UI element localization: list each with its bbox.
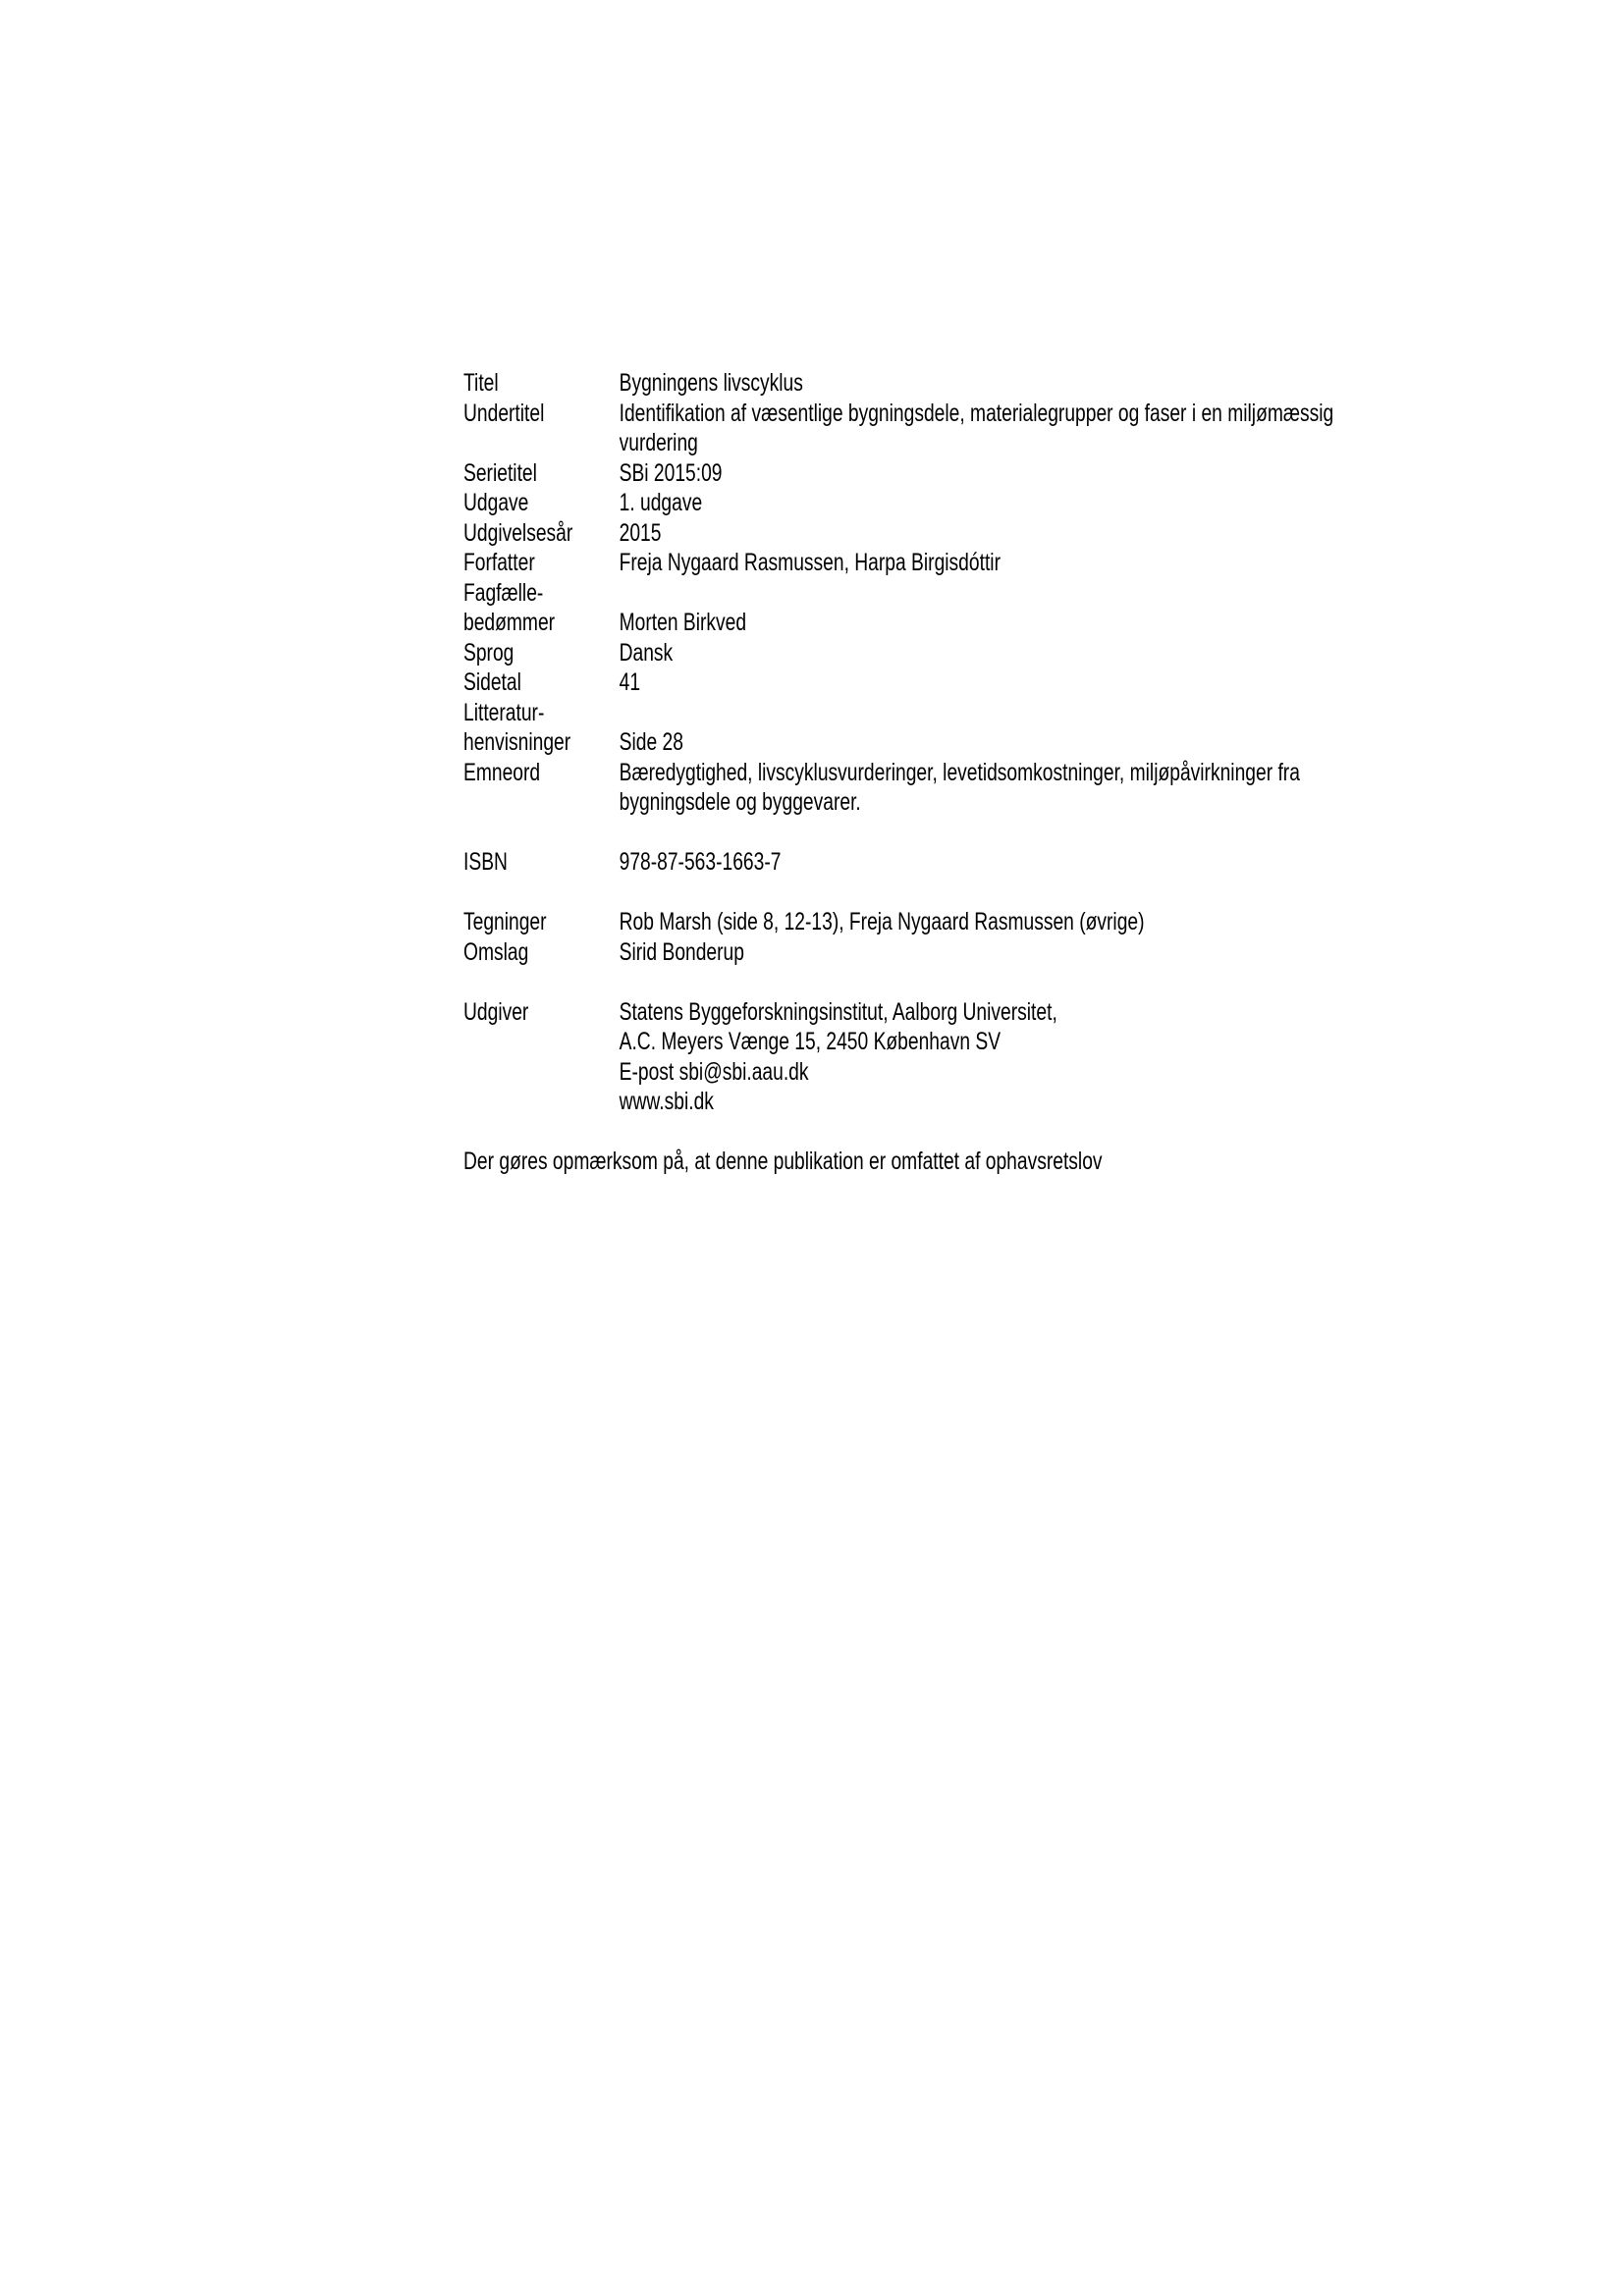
colophon-row xyxy=(463,937,1597,968)
colophon-row xyxy=(463,727,1597,758)
field-label xyxy=(463,1117,620,1148)
field-label: Undertitel xyxy=(463,399,545,427)
field-value: vurdering xyxy=(619,429,698,456)
field-label: Forfatter xyxy=(463,549,535,576)
field-label: ISBN xyxy=(463,848,508,876)
colophon-row xyxy=(463,1117,1597,1148)
field-value: Sirid Bonderup xyxy=(619,937,744,966)
colophon-row xyxy=(463,638,1597,668)
field-value: SBi 2015:09 xyxy=(619,458,723,487)
field-value: 978-87-563-1663-7 xyxy=(619,848,782,876)
field-label xyxy=(463,787,620,818)
colophon-row xyxy=(463,667,1597,698)
field-value: E-post sbi@sbi.aau.dk xyxy=(619,1057,809,1086)
field-value: www.sbi.dk xyxy=(619,1088,714,1115)
colophon-row xyxy=(463,518,1597,549)
field-value: Rob Marsh (side 8, 12-13), Freja Nygaard Rasmussen (øvrige) xyxy=(619,908,1145,935)
field-value: Dansk xyxy=(619,638,674,667)
colophon-row xyxy=(463,698,1597,728)
field-value: Identifikation af væsentlige bygningsdele, materialegrupper og faser i en miljømæssig xyxy=(619,399,1334,427)
colophon-row xyxy=(463,967,1597,997)
field-value: 1. udgave xyxy=(619,489,703,516)
field-label xyxy=(463,878,620,908)
field-label xyxy=(463,1027,620,1057)
field-value: Morten Birkved xyxy=(619,609,747,636)
colophon-row xyxy=(463,1057,1597,1088)
field-value xyxy=(620,878,1597,908)
colophon-row xyxy=(463,548,1597,578)
field-value: 2015 xyxy=(619,518,662,547)
field-label: Sprog xyxy=(463,638,514,667)
colophon-row xyxy=(463,787,1597,818)
colophon-row xyxy=(463,818,1597,848)
field-value: 41 xyxy=(619,668,641,696)
field-label: Udgave xyxy=(463,489,529,516)
field-label: Litteratur- xyxy=(463,698,545,726)
field-value: Freja Nygaard Rasmussen, Harpa Birgisdóttir xyxy=(619,549,1001,576)
field-value xyxy=(620,578,1597,609)
copyright-note: Der gøres opmærksom på, at denne publikation er omfattet af ophavsretslov xyxy=(463,1148,1103,1175)
field-label: Udgivelsesår xyxy=(463,518,573,547)
field-label: Titel xyxy=(463,369,499,397)
field-label: Emneord xyxy=(463,758,541,786)
field-value: bygningsdele og byggevarer. xyxy=(619,788,861,816)
colophon-row xyxy=(463,399,1597,429)
colophon-row xyxy=(463,458,1597,489)
colophon-row xyxy=(463,608,1597,638)
field-value: Side 28 xyxy=(619,728,683,756)
field-value: Bygningens livscyklus xyxy=(619,369,803,397)
field-label xyxy=(463,1087,620,1117)
colophon-block xyxy=(463,368,1597,1177)
colophon-row xyxy=(463,428,1597,458)
colophon-row xyxy=(463,997,1597,1028)
colophon-row xyxy=(463,878,1597,908)
colophon-row xyxy=(463,907,1597,937)
field-label xyxy=(463,428,620,458)
field-label: Fagfælle- xyxy=(463,578,544,607)
colophon-row xyxy=(463,847,1597,878)
field-value: Bæredygtighed, livscyklusvurderinger, levetidsomkostninger, miljøpåvirkninger fra xyxy=(619,758,1300,786)
colophon-row xyxy=(463,1027,1597,1057)
colophon-row xyxy=(463,488,1597,518)
field-label: Tegninger xyxy=(463,908,547,935)
field-label: Omslag xyxy=(463,937,529,966)
field-label: Udgiver xyxy=(463,997,529,1026)
field-label: Serietitel xyxy=(463,458,537,487)
field-label xyxy=(463,818,620,848)
field-value xyxy=(620,967,1597,997)
field-label xyxy=(463,1057,620,1088)
colophon-row xyxy=(463,578,1597,609)
colophon-row xyxy=(463,1087,1597,1117)
field-label xyxy=(463,967,620,997)
field-value: Statens Byggeforskningsinstitut, Aalborg Universitet, xyxy=(619,997,1057,1026)
field-value xyxy=(620,1117,1597,1148)
colophon-rows xyxy=(463,368,1597,1147)
field-label: henvisninger xyxy=(463,728,571,756)
field-label: bedømmer xyxy=(463,609,556,636)
field-value xyxy=(620,818,1597,848)
colophon-row xyxy=(463,758,1597,788)
field-value: A.C. Meyers Vænge 15, 2450 København SV xyxy=(619,1028,1001,1055)
field-label: Sidetal xyxy=(463,668,521,696)
colophon-row xyxy=(463,368,1597,399)
field-value xyxy=(620,698,1597,728)
